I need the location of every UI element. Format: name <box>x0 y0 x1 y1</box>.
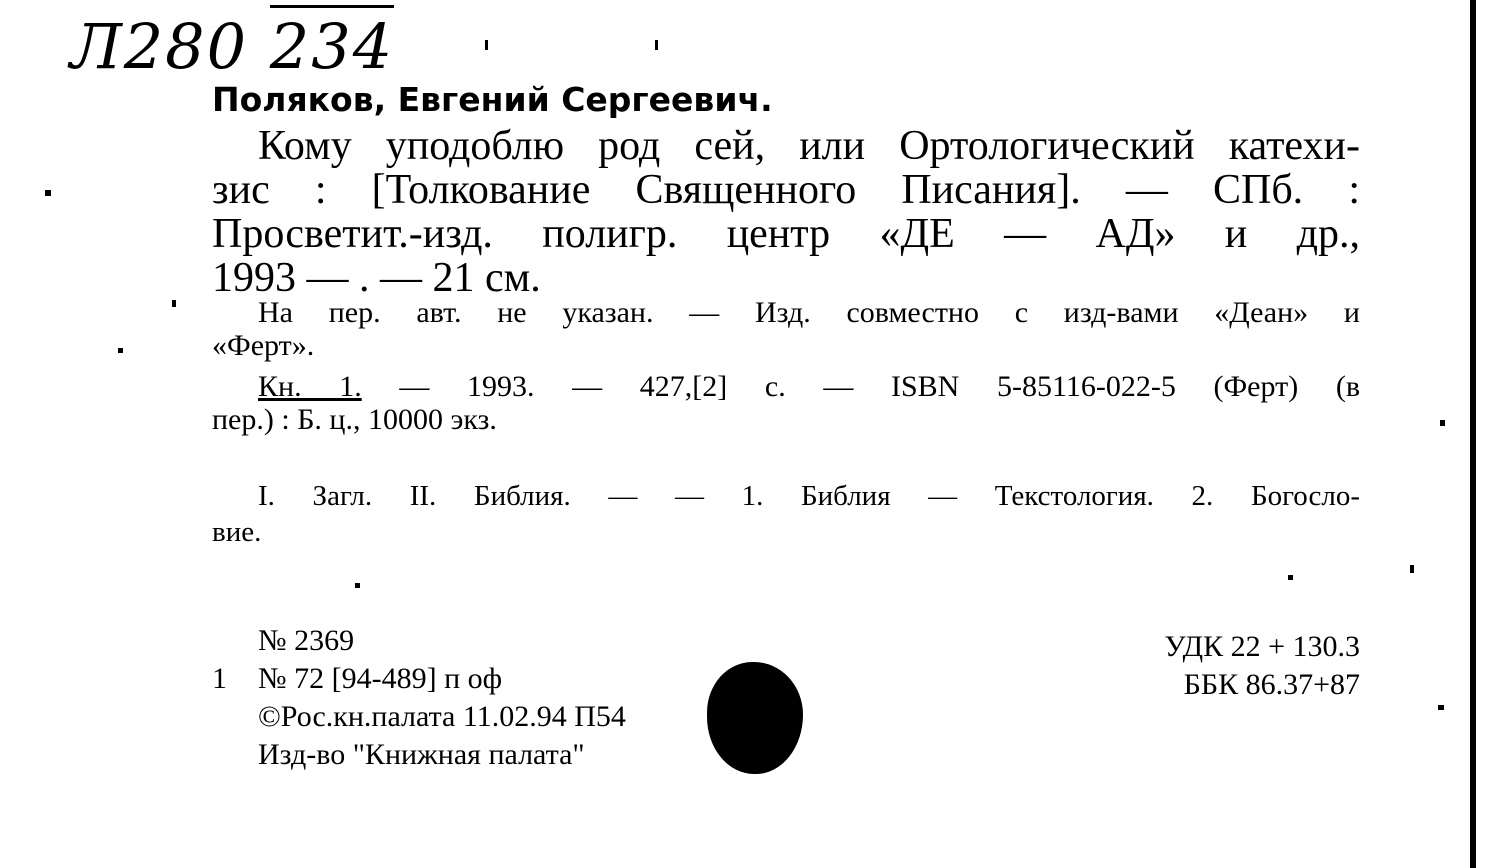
dust-speck <box>118 348 123 353</box>
volume-paragraph <box>212 370 1360 436</box>
dust-speck <box>355 583 360 588</box>
handwritten-number-2: 234 <box>270 5 394 83</box>
note-line: «Ферт». <box>212 329 315 362</box>
ink-blot <box>707 662 803 774</box>
scan-edge-bar <box>1470 0 1476 868</box>
classification-block <box>1090 628 1360 704</box>
dust-speck <box>655 40 658 50</box>
volume-line-2: пер.) : Б. ц., 10000 экз. <box>212 403 497 436</box>
title-line: зис : [Толкование Священного Писания]. — СПб. : <box>212 167 1360 213</box>
lead-digit: 1 <box>212 662 227 695</box>
dust-speck <box>172 300 176 307</box>
udk-code: УДК 22 + 130.3 <box>1164 630 1360 663</box>
publisher-line: Изд-во "Книжная палата" <box>258 738 585 771</box>
note-line: На пер. авт. не указан. — Изд. совместно с изд-вами «Деан» и <box>258 296 1360 329</box>
dust-speck <box>45 190 51 196</box>
dust-speck <box>1410 565 1414 573</box>
author-heading: Поляков, Евгений Сергеевич. <box>212 80 773 119</box>
notes-block <box>212 296 1360 436</box>
title-description <box>212 124 1360 300</box>
title-line: Просветит.-изд. полигр. центр «ДЕ — АД» и др., <box>212 211 1360 257</box>
handwritten-call-number <box>70 10 394 83</box>
registration-row <box>212 622 626 660</box>
dust-speck <box>1288 575 1293 580</box>
registration-row <box>212 660 626 698</box>
registration-row <box>212 698 626 736</box>
dust-speck <box>1440 420 1445 426</box>
volume-line <box>212 370 1360 403</box>
registration-row <box>212 736 626 774</box>
dust-speck <box>1438 705 1444 710</box>
subject-headings <box>212 478 1360 550</box>
dust-speck <box>485 40 488 50</box>
title-line: Кому уподоблю род сей, или Ортологический катехи- <box>258 123 1360 169</box>
registration-block <box>212 622 626 774</box>
registration-number-2: № 72 [94-489] п оф <box>258 662 503 695</box>
copyright-line: ©Рос.кн.палата 11.02.94 П54 <box>258 700 626 733</box>
volume-line-rest: — 1993. — 427,[2] с. — ISBN 5-85116-022-5 (Ферт) (в <box>399 370 1360 403</box>
subject-line: вие. <box>212 516 262 548</box>
title-line: 1993 — . — 21 см. <box>212 255 541 301</box>
handwritten-number-1: Л280 <box>70 10 249 83</box>
volume-label: Кн. 1. <box>258 370 362 403</box>
bbk-code: ББК 86.37+87 <box>1183 668 1360 701</box>
registration-number-1: № 2369 <box>258 624 355 657</box>
subject-line: I. Загл. II. Библия. — — 1. Библия — Текстология. 2. Богосло- <box>258 480 1360 512</box>
